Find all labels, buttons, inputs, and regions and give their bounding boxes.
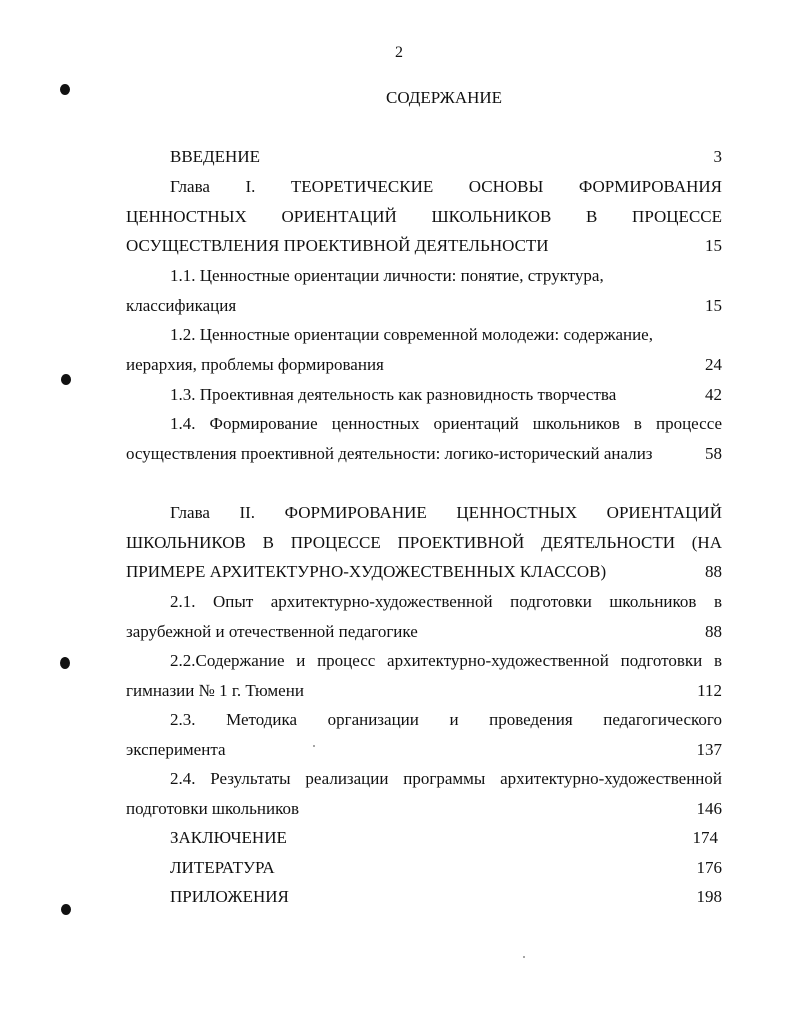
toc-page: 42 xyxy=(705,385,722,404)
toc-section-1-4-line-1: 1.4. Формирование ценностных ориентаций школьников в процессе xyxy=(170,414,722,433)
toc-chapter-2-line-1: Глава II. ФОРМИРОВАНИЕ ЦЕННОСТНЫХ ОРИЕНТАЦИЙ xyxy=(170,503,722,522)
toc-section-1-1-line-2 xyxy=(126,295,722,317)
toc-label: классификация xyxy=(126,296,237,315)
toc-section-1-4-line-2 xyxy=(126,443,722,465)
toc-section-2-2-line-1: 2.2.Содержание и процесс архитектурно-художественной подготовки в xyxy=(170,651,722,670)
toc-page: 176 xyxy=(696,858,722,877)
toc-entry-literature xyxy=(170,857,722,879)
toc-page: 137 xyxy=(696,740,722,759)
toc-page: 24 xyxy=(705,355,722,374)
toc-label: ЛИТЕРАТУРА xyxy=(170,858,275,877)
scan-speck xyxy=(523,956,525,958)
toc-label: ВВЕДЕНИЕ xyxy=(170,147,260,166)
toc-label: эксперимента xyxy=(126,740,226,759)
toc-chapter-2-line-3 xyxy=(126,561,722,583)
toc-label: зарубежной и отечественной педагогике xyxy=(126,622,418,641)
toc-entry-conclusion xyxy=(170,827,718,849)
toc-page: 3 xyxy=(713,147,722,166)
toc-section-2-1-line-2 xyxy=(126,621,722,643)
toc-section-2-4-line-1: 2.4. Результаты реализации программы архитектурно-художественной xyxy=(170,769,722,788)
toc-section-2-3-line-1: 2.3. Методика организации и проведения педагогического xyxy=(170,710,722,729)
toc-page: 88 xyxy=(705,622,722,641)
page-number: 2 xyxy=(395,44,403,61)
toc-section-1-2-line-2 xyxy=(126,354,722,376)
toc-section-2-4-line-2 xyxy=(126,798,722,820)
toc-page: 88 xyxy=(705,562,722,581)
toc-chapter-1-line-2: ЦЕННОСТНЫХ ОРИЕНТАЦИЙ ШКОЛЬНИКОВ В ПРОЦЕССЕ xyxy=(126,207,722,226)
binder-hole-mark xyxy=(61,904,71,915)
toc-entry-intro xyxy=(170,146,722,168)
toc-page: 58 xyxy=(705,444,722,463)
toc-label: подготовки школьников xyxy=(126,799,300,818)
toc-page: 15 xyxy=(705,296,722,315)
toc-chapter-1-line-1: Глава I. ТЕОРЕТИЧЕСКИЕ ОСНОВЫ ФОРМИРОВАНИЯ xyxy=(170,177,722,196)
toc-label: ЗАКЛЮЧЕНИЕ xyxy=(170,828,287,847)
binder-hole-mark xyxy=(60,657,70,669)
toc-section-2-3-line-2 xyxy=(126,739,722,761)
toc-label: ОСУЩЕСТВЛЕНИЯ ПРОЕКТИВНОЙ ДЕЯТЕЛЬНОСТИ xyxy=(126,236,549,255)
toc-label: гимназии № 1 г. Тюмени xyxy=(126,681,304,700)
page-title: СОДЕРЖАНИЕ xyxy=(386,88,503,107)
scan-speck xyxy=(313,745,315,747)
toc-section-1-1-line-1: 1.1. Ценностные ориентации личности: понятие, структура, xyxy=(170,266,604,285)
toc-page: 198 xyxy=(696,887,722,906)
toc-label: ПРИЛОЖЕНИЯ xyxy=(170,887,289,906)
toc-section-2-2-line-2 xyxy=(126,680,722,702)
toc-page: 15 xyxy=(705,236,722,255)
toc-chapter-1-line-3 xyxy=(126,235,722,257)
binder-hole-mark xyxy=(61,374,71,385)
toc-label: иерархия, проблемы формирования xyxy=(126,355,384,374)
toc-section-2-1-line-1: 2.1. Опыт архитектурно-художественной подготовки школьников в xyxy=(170,592,722,611)
toc-chapter-2-line-2: ШКОЛЬНИКОВ В ПРОЦЕССЕ ПРОЕКТИВНОЙ ДЕЯТЕЛЬНОСТИ (НА xyxy=(126,533,722,552)
toc-page: 146 xyxy=(696,799,722,818)
binder-hole-mark xyxy=(60,84,70,95)
toc-label: ПРИМЕРЕ АРХИТЕКТУРНО-ХУДОЖЕСТВЕННЫХ КЛАССОВ) xyxy=(126,562,607,581)
toc-section-1-3 xyxy=(170,384,722,406)
toc-section-1-2-line-1: 1.2. Ценностные ориентации современной молодежи: содержание, xyxy=(170,325,653,344)
toc-label: 1.3. Проективная деятельность как разновидность творчества xyxy=(170,385,617,404)
toc-page: 112 xyxy=(697,681,722,700)
toc-entry-appendix xyxy=(170,886,722,908)
toc-page: 174 xyxy=(692,828,718,847)
toc-label: осуществления проективной деятельности: логико-исторический анализ xyxy=(126,444,653,463)
